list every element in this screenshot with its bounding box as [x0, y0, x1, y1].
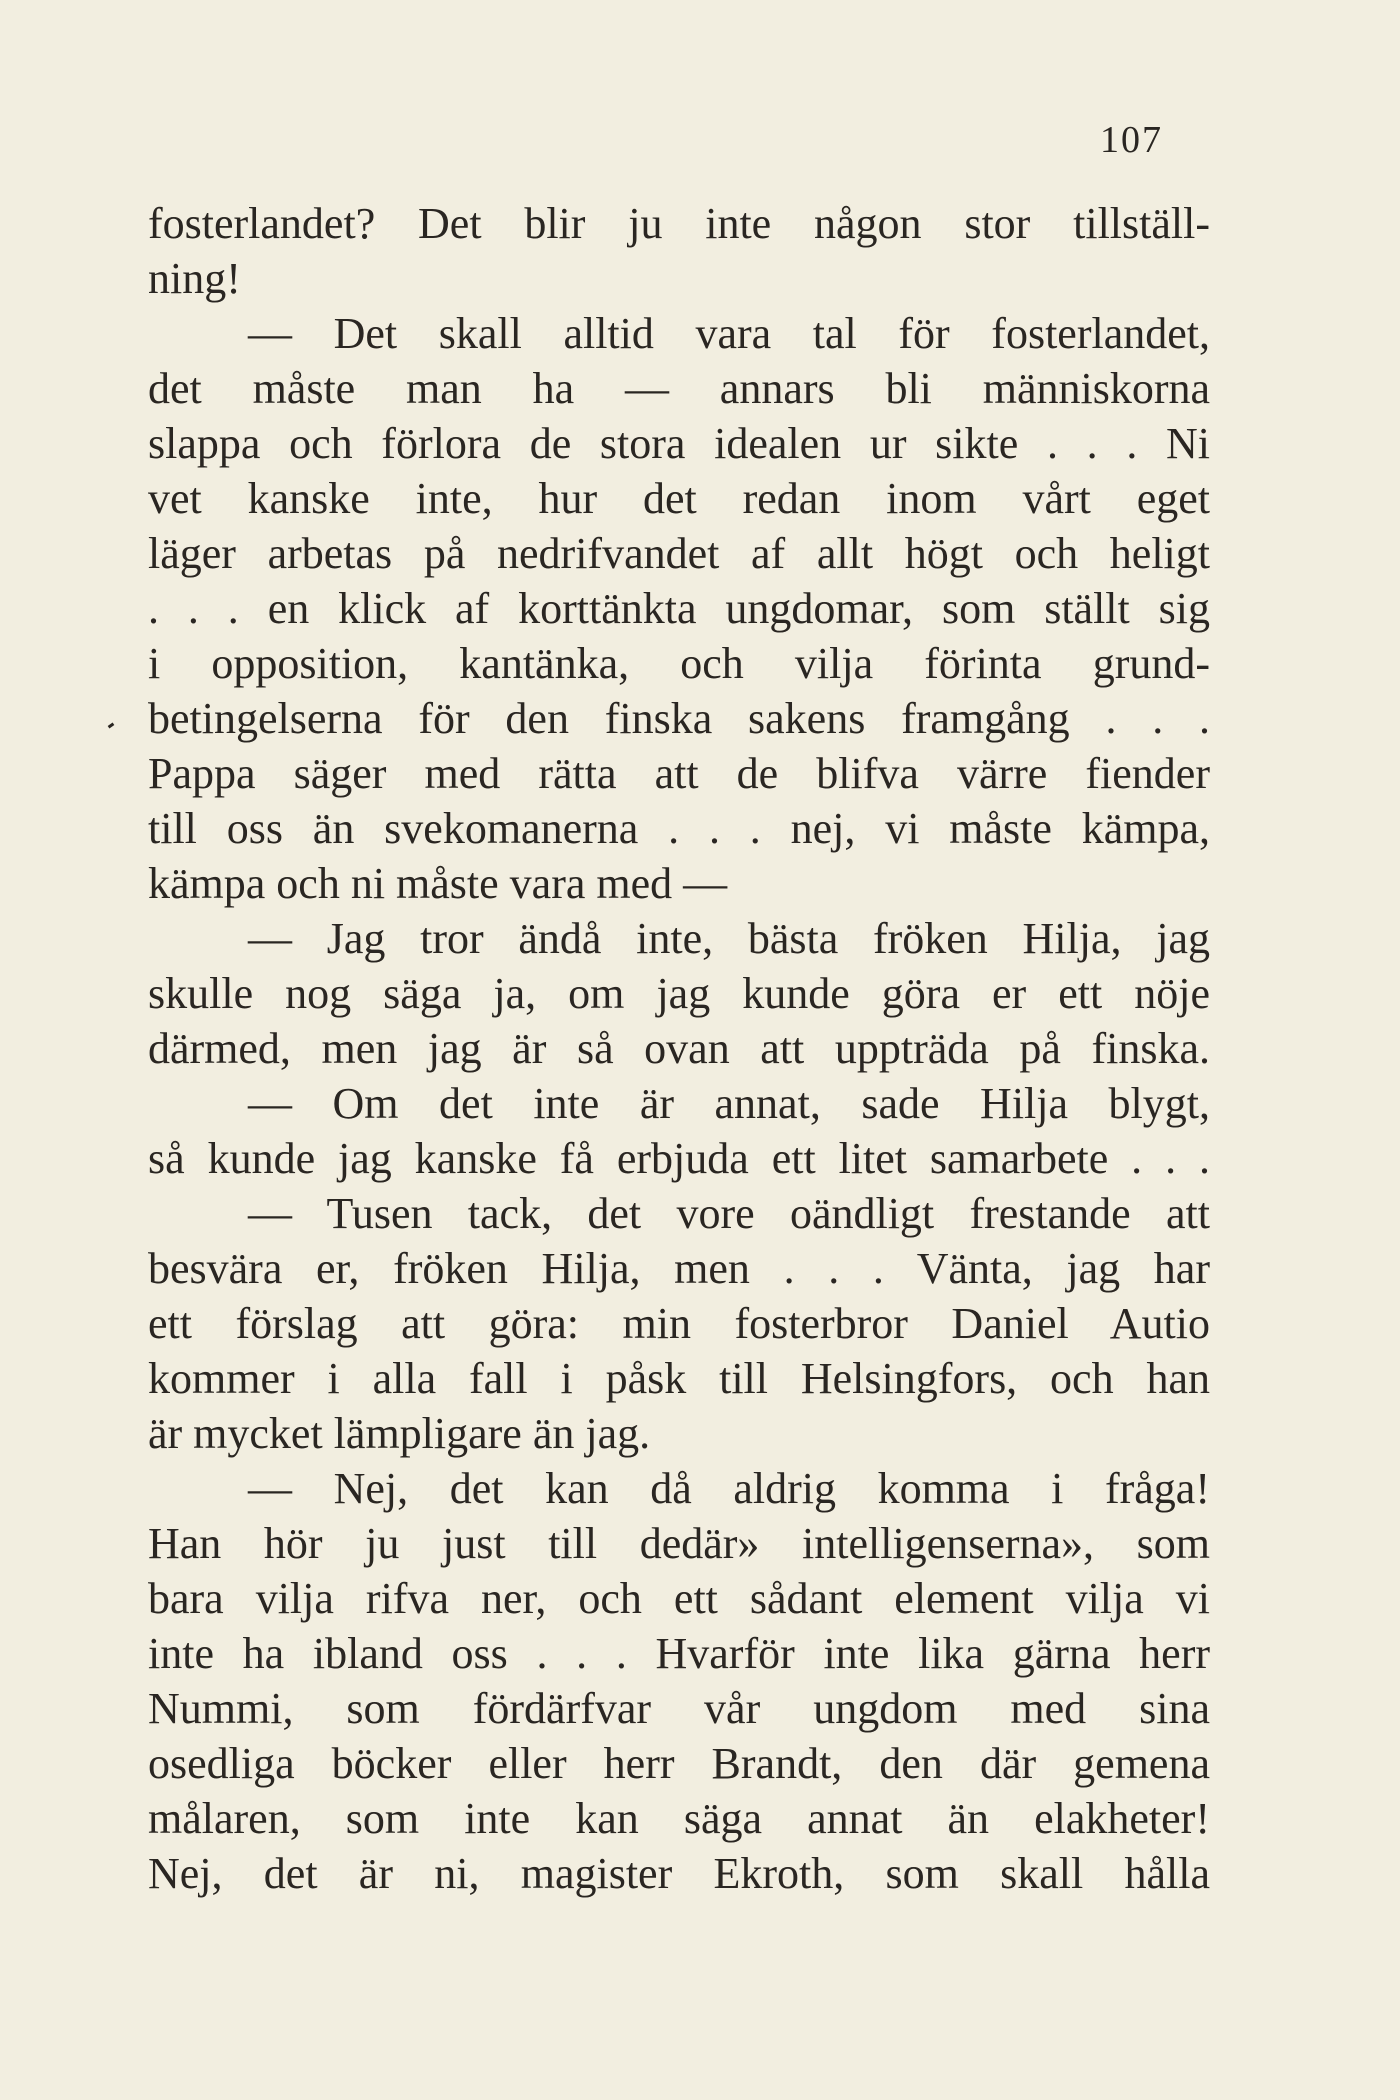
text-line: . . . en klick af korttänkta ungdomar, som ställt sig [148, 584, 1210, 633]
text-line: besvära er, fröken Hilja, men . . . Vänta, jag har [148, 1244, 1210, 1293]
text-line: skulle nog säga ja, om jag kunde göra er ett nöje [148, 969, 1210, 1018]
text-line: är mycket lämpligare än jag. [148, 1409, 651, 1458]
text-line: i opposition, kantänka, och vilja förinta grund- [148, 639, 1210, 688]
text-line: till oss än svekomanerna . . . nej, vi måste kämpa, [148, 804, 1210, 853]
text-line: kämpa och ni måste vara med — [148, 859, 728, 908]
text-line: Nummi, som fördärfvar vår ungdom med sina [148, 1684, 1210, 1733]
text-line: — Tusen tack, det vore oändligt frestande att [248, 1189, 1210, 1238]
text-line: — Nej, det kan då aldrig komma i fråga! [248, 1464, 1210, 1513]
text-line: kommer i alla fall i påsk till Helsingfors, och han [148, 1354, 1210, 1403]
text-line: slappa och förlora de stora idealen ur sikte . . . Ni [148, 419, 1210, 468]
text-line: Pappa säger med rätta att de blifva värre fiender [148, 749, 1210, 798]
text-line: ning! [148, 254, 241, 303]
text-line: — Jag tror ändå inte, bästa fröken Hilja, jag [248, 914, 1210, 963]
text-line: läger arbetas på nedrifvandet af allt högt och heligt [148, 529, 1210, 578]
text-line: bara vilja rifva ner, och ett sådant element vilja vi [148, 1574, 1210, 1623]
text-line: därmed, men jag är så ovan att uppträda på finska. [148, 1024, 1210, 1073]
text-line: det måste man ha — annars bli människorna [148, 364, 1210, 413]
text-line: Han hör ju just till dedär» intelligenserna», som [148, 1519, 1210, 1568]
text-line: — Om det inte är annat, sade Hilja blygt, [248, 1079, 1210, 1128]
text-line: fosterlandet? Det blir ju inte någon stor tillställ- [148, 199, 1210, 248]
body-text [148, 196, 1210, 1901]
text-line: osedliga böcker eller herr Brandt, den där gemena [148, 1739, 1210, 1788]
text-line: ett förslag att göra: min fosterbror Daniel Autio [148, 1299, 1210, 1348]
text-line: betingelserna för den finska sakens framgång . . . [148, 694, 1210, 743]
text-line: så kunde jag kanske få erbjuda ett litet samarbete . . . [148, 1134, 1210, 1183]
text-line: — Det skall alltid vara tal för fosterlandet, [248, 309, 1210, 358]
text-line: målaren, som inte kan säga annat än elakheter! [148, 1794, 1210, 1843]
ink-mark [108, 723, 115, 729]
page-number: 107 [1100, 119, 1163, 161]
text-line: inte ha ibland oss . . . Hvarför inte lika gärna herr [148, 1629, 1210, 1678]
text-line: Nej, det är ni, magister Ekroth, som skall hålla [148, 1849, 1210, 1898]
text-line: vet kanske inte, hur det redan inom vårt eget [148, 474, 1210, 523]
